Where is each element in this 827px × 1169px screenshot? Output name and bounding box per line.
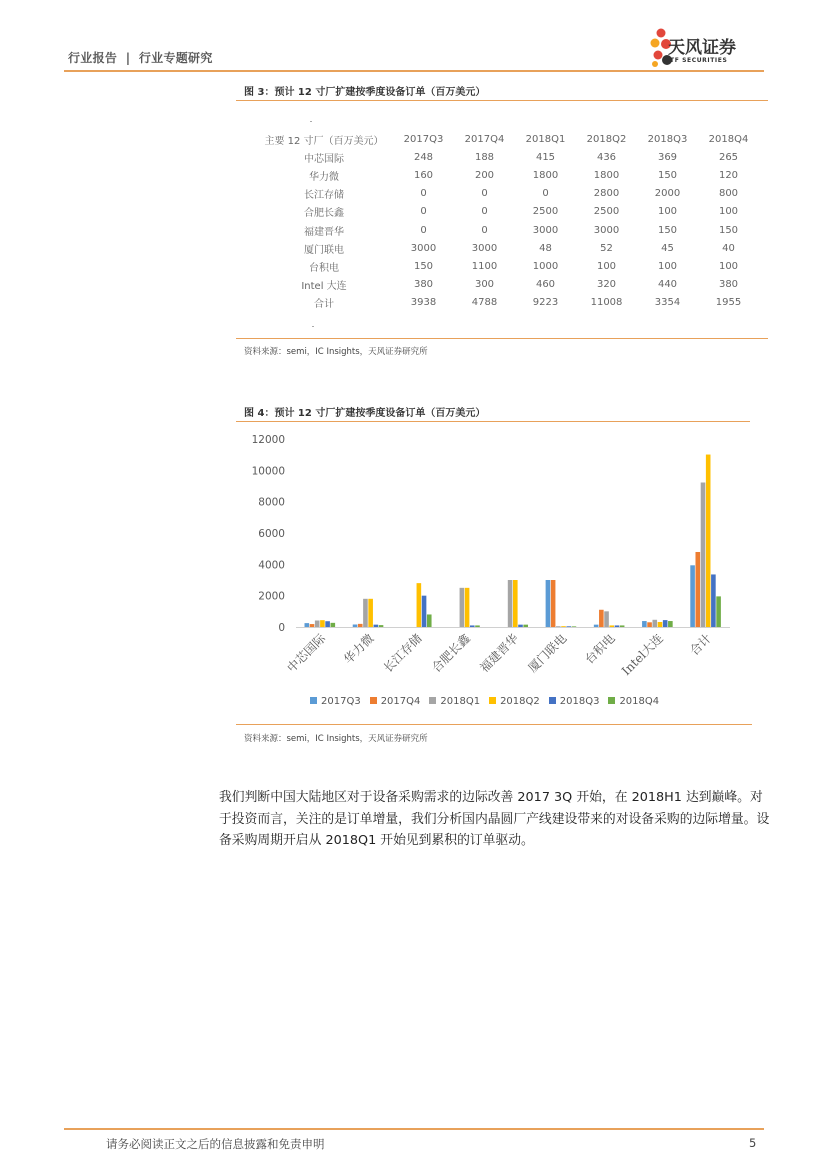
table-header-cell: 2017Q4: [464, 133, 505, 145]
bar-2018Q4-3: [475, 625, 480, 627]
table-cell: 0: [481, 206, 488, 218]
bar-2018Q2-3: [465, 588, 470, 627]
table-header-row: [255, 130, 759, 148]
table-cell: 369: [657, 151, 678, 163]
bar-2018Q3-1: [374, 625, 379, 627]
legend-swatch: [429, 697, 436, 704]
table-cell: 800: [718, 188, 739, 200]
table-row-label: 台积电: [309, 262, 339, 274]
table-cell: 160: [413, 169, 434, 181]
legend-swatch: [549, 697, 556, 704]
table-cell: 1955: [715, 297, 742, 309]
figure3-top-rule: [236, 100, 768, 101]
bar-2018Q1-6: [604, 611, 609, 627]
bar-2018Q3-2: [422, 596, 427, 627]
legend-label: 2018Q3: [559, 696, 600, 707]
y-tick-label: 0: [278, 622, 285, 634]
bar-2017Q3-6: [594, 625, 599, 627]
bar-2018Q1-7: [652, 620, 657, 627]
bar-2018Q3-6: [615, 625, 620, 627]
figure3-bottom-rule: [236, 338, 768, 339]
bar-2018Q4-0: [331, 623, 336, 627]
table-row-label: Intel 大连: [301, 281, 347, 293]
x-category-label: 中芯国际: [284, 631, 329, 676]
table-header-cell: 2018Q1: [525, 133, 566, 145]
header-separator: |: [125, 51, 131, 65]
bar-2018Q1-0: [315, 620, 320, 627]
bar-2017Q4-7: [647, 622, 652, 627]
table-cell: 48: [539, 242, 552, 254]
table-cell: 3938: [410, 297, 437, 309]
table-row: [255, 203, 759, 221]
table-cell: 2500: [593, 206, 620, 218]
report-header: [68, 49, 213, 66]
table-cell: 45: [661, 242, 674, 254]
table-cell: 3000: [410, 242, 437, 254]
bar-2018Q4-7: [668, 621, 673, 627]
bar-2017Q3-1: [353, 624, 358, 627]
table-cell: 200: [474, 169, 495, 181]
table-row-label: 厦门联电: [304, 244, 344, 256]
figure4-top-rule: [236, 421, 750, 422]
bar-2017Q3-5: [546, 580, 551, 627]
figure4-source: 资料来源：semi，IC Insights，天风证券研究所: [244, 734, 428, 744]
bar-2018Q2-8: [706, 455, 711, 627]
legend-label: 2017Q4: [380, 696, 421, 707]
x-category-label: 合计: [687, 631, 715, 659]
bar-2018Q2-2: [417, 583, 422, 627]
table-row-label: 合计: [314, 299, 334, 311]
y-tick-label: 2000: [258, 590, 285, 603]
table-cell: 150: [657, 224, 678, 236]
footer-divider: [64, 1128, 764, 1130]
body-section: [219, 787, 775, 852]
x-category-label: 厦门联电: [525, 631, 570, 676]
footer-disclaimer: 请务必阅读正文之后的信息披露和免责申明: [106, 1137, 325, 1151]
legend-swatch: [310, 697, 317, 704]
table-row: [255, 221, 759, 239]
logo-title: 天风证券: [668, 38, 736, 58]
table-row-label: 合肥长鑫: [304, 208, 344, 220]
figure3-title: 图 3：预计 12 寸厂扩建按季度设备订单（百万美元）: [244, 87, 486, 98]
table-cell: 320: [596, 279, 617, 291]
table-cell: 248: [413, 151, 434, 163]
table-cell: 150: [413, 260, 434, 272]
bar-2018Q4-2: [427, 614, 432, 627]
bar-2018Q3-4: [518, 625, 523, 627]
table-header-cell: 2018Q3: [647, 133, 688, 145]
table-cell: 52: [600, 242, 613, 254]
x-category-label: 合肥长鑫: [429, 631, 473, 676]
page-number: 5: [749, 1136, 757, 1150]
bar-2018Q2-7: [658, 622, 663, 627]
body-paragraph: 我们判断中国大陆地区对于设备采购需求的边际改善 2017 3Q 开始，在 2018H1 达到巅峰。对于投资而言，关注的是订单增量，我们分析国内晶圆厂产线建设带来的对设备采购的边际增量。设备采购周期开启从 2018Q1 开始见到累积的订单驱动。: [219, 790, 770, 848]
table-row: [255, 148, 759, 166]
table-cell: 0: [542, 188, 549, 200]
bar-2018Q4-4: [523, 625, 528, 627]
table-cell: 380: [413, 279, 434, 291]
table-cell: 460: [535, 279, 556, 291]
header-category: 行业报告: [68, 51, 118, 65]
header-subcategory: 行业专题研究: [138, 51, 213, 65]
y-tick-label: 8000: [258, 496, 285, 509]
legend-swatch: [608, 697, 615, 704]
table-cell: 11008: [590, 297, 623, 309]
legend-item: [370, 696, 421, 707]
bar-2017Q4-0: [310, 624, 315, 627]
bar-2017Q4-5: [551, 580, 556, 627]
table-cell: 120: [718, 169, 739, 181]
bar-2018Q4-1: [379, 625, 384, 627]
bar-2018Q1-8: [701, 483, 706, 627]
bar-2018Q2-4: [513, 580, 518, 627]
table-cell: 100: [657, 260, 678, 272]
bar-2017Q3-7: [642, 621, 647, 627]
table-header-cell: 2017Q3: [403, 133, 444, 145]
orders-bar-chart: [236, 428, 756, 690]
table-cell: 3000: [593, 224, 620, 236]
scan-speck: [312, 326, 314, 327]
table-row: [255, 257, 759, 275]
bar-2018Q1-5: [556, 626, 561, 627]
table-cell: 188: [474, 151, 495, 163]
figure4-bottom-rule: [236, 724, 752, 725]
table-cell: 0: [481, 224, 488, 236]
table-row: [255, 239, 759, 257]
bar-2018Q2-0: [320, 620, 325, 627]
bar-2018Q2-6: [609, 625, 614, 627]
bar-2018Q2-5: [561, 626, 566, 627]
table-cell: 2800: [593, 188, 620, 200]
bar-2018Q1-4: [508, 580, 513, 627]
table-cell: 100: [718, 206, 739, 218]
table-row-label: 长江存储: [304, 190, 344, 202]
table-cell: 265: [718, 151, 739, 163]
bar-2018Q2-1: [368, 599, 373, 627]
table-cell: 40: [722, 242, 735, 254]
figure3-source: 资料来源：semi，IC Insights，天风证券研究所: [244, 347, 428, 357]
bar-2018Q3-7: [663, 620, 668, 627]
table-cell: 380: [718, 279, 739, 291]
table-row-label: 华力微: [309, 171, 339, 183]
table-row: [255, 276, 759, 294]
bar-2018Q3-3: [470, 625, 475, 627]
table-cell: 3000: [471, 242, 498, 254]
table-cell: 3000: [532, 224, 559, 236]
table-cell: 0: [481, 188, 488, 200]
bar-2017Q4-6: [599, 610, 604, 627]
table-row-label: 中芯国际: [304, 153, 344, 165]
bar-2017Q3-8: [690, 565, 695, 627]
chart-legend: [310, 696, 668, 707]
bar-2018Q4-8: [716, 596, 721, 627]
table-row: [255, 294, 759, 312]
legend-item: [310, 696, 361, 707]
table-cell: 9223: [532, 297, 559, 309]
legend-label: 2018Q4: [619, 696, 660, 707]
table-cell: 1100: [471, 260, 498, 272]
table-cell: 150: [657, 169, 678, 181]
table-cell: 150: [718, 224, 739, 236]
bar-2017Q4-8: [695, 552, 700, 627]
x-category-label: 台积电: [582, 631, 618, 667]
x-category-label: Intel大连: [618, 631, 666, 679]
table-header-cell: 2018Q2: [586, 133, 627, 145]
table-cell: 2500: [532, 206, 559, 218]
legend-item: [489, 696, 540, 707]
x-category-label: 长江存储: [380, 631, 425, 676]
equipment-orders-table: [255, 130, 759, 312]
legend-swatch: [489, 697, 496, 704]
legend-item: [608, 696, 659, 707]
bar-2018Q1-3: [460, 588, 465, 627]
bar-2018Q1-1: [363, 599, 368, 627]
table-cell: 100: [596, 260, 617, 272]
bar-2017Q3-0: [305, 623, 310, 627]
y-tick-label: 6000: [258, 528, 285, 540]
table-cell: 436: [596, 151, 617, 163]
table-cell: 1800: [593, 169, 620, 181]
table-cell: 100: [718, 260, 739, 272]
table-cell: 440: [657, 279, 678, 291]
bar-2017Q4-1: [358, 624, 363, 627]
bar-2018Q4-6: [620, 625, 625, 627]
y-tick-label: 4000: [258, 559, 285, 572]
bar-2018Q3-8: [711, 574, 716, 627]
bar-2018Q3-5: [566, 626, 571, 627]
scan-speck: [310, 121, 312, 122]
table-cell: 2000: [654, 188, 681, 200]
table-header-cell: 主要 12 寸厂（百万美元）: [264, 135, 384, 147]
legend-label: 2018Q2: [500, 696, 540, 707]
table-cell: 1800: [532, 169, 559, 181]
legend-label: 2018Q1: [440, 696, 481, 707]
x-category-label: 福建晋华: [477, 631, 522, 676]
y-tick-label: 12000: [251, 434, 285, 446]
table-row: [255, 166, 759, 184]
y-tick-label: 10000: [251, 465, 285, 478]
logo-subtitle: TF SECURITIES: [670, 57, 728, 64]
table-cell: 100: [657, 206, 678, 218]
figure4-title: 图 4：预计 12 寸厂扩建按季度设备订单（百万美元）: [244, 408, 486, 419]
table-cell: 3354: [654, 297, 681, 309]
bar-2018Q3-0: [325, 621, 330, 627]
x-category-label: 华力微: [341, 631, 377, 667]
table-cell: 0: [420, 206, 427, 218]
table-cell: 0: [420, 188, 427, 200]
table-cell: 4788: [471, 297, 498, 309]
table-cell: 300: [474, 279, 495, 291]
legend-item: [549, 696, 600, 707]
table-cell: 1000: [532, 260, 559, 272]
legend-swatch: [370, 697, 377, 704]
table-header-cell: 2018Q4: [708, 133, 749, 145]
bar-2018Q4-5: [572, 626, 577, 627]
legend-label: 2017Q3: [321, 696, 361, 707]
legend-item: [429, 696, 480, 707]
table-row: [255, 185, 759, 203]
table-row-label: 福建晋华: [304, 226, 344, 238]
table-cell: 0: [420, 224, 427, 236]
table-cell: 415: [535, 151, 556, 163]
